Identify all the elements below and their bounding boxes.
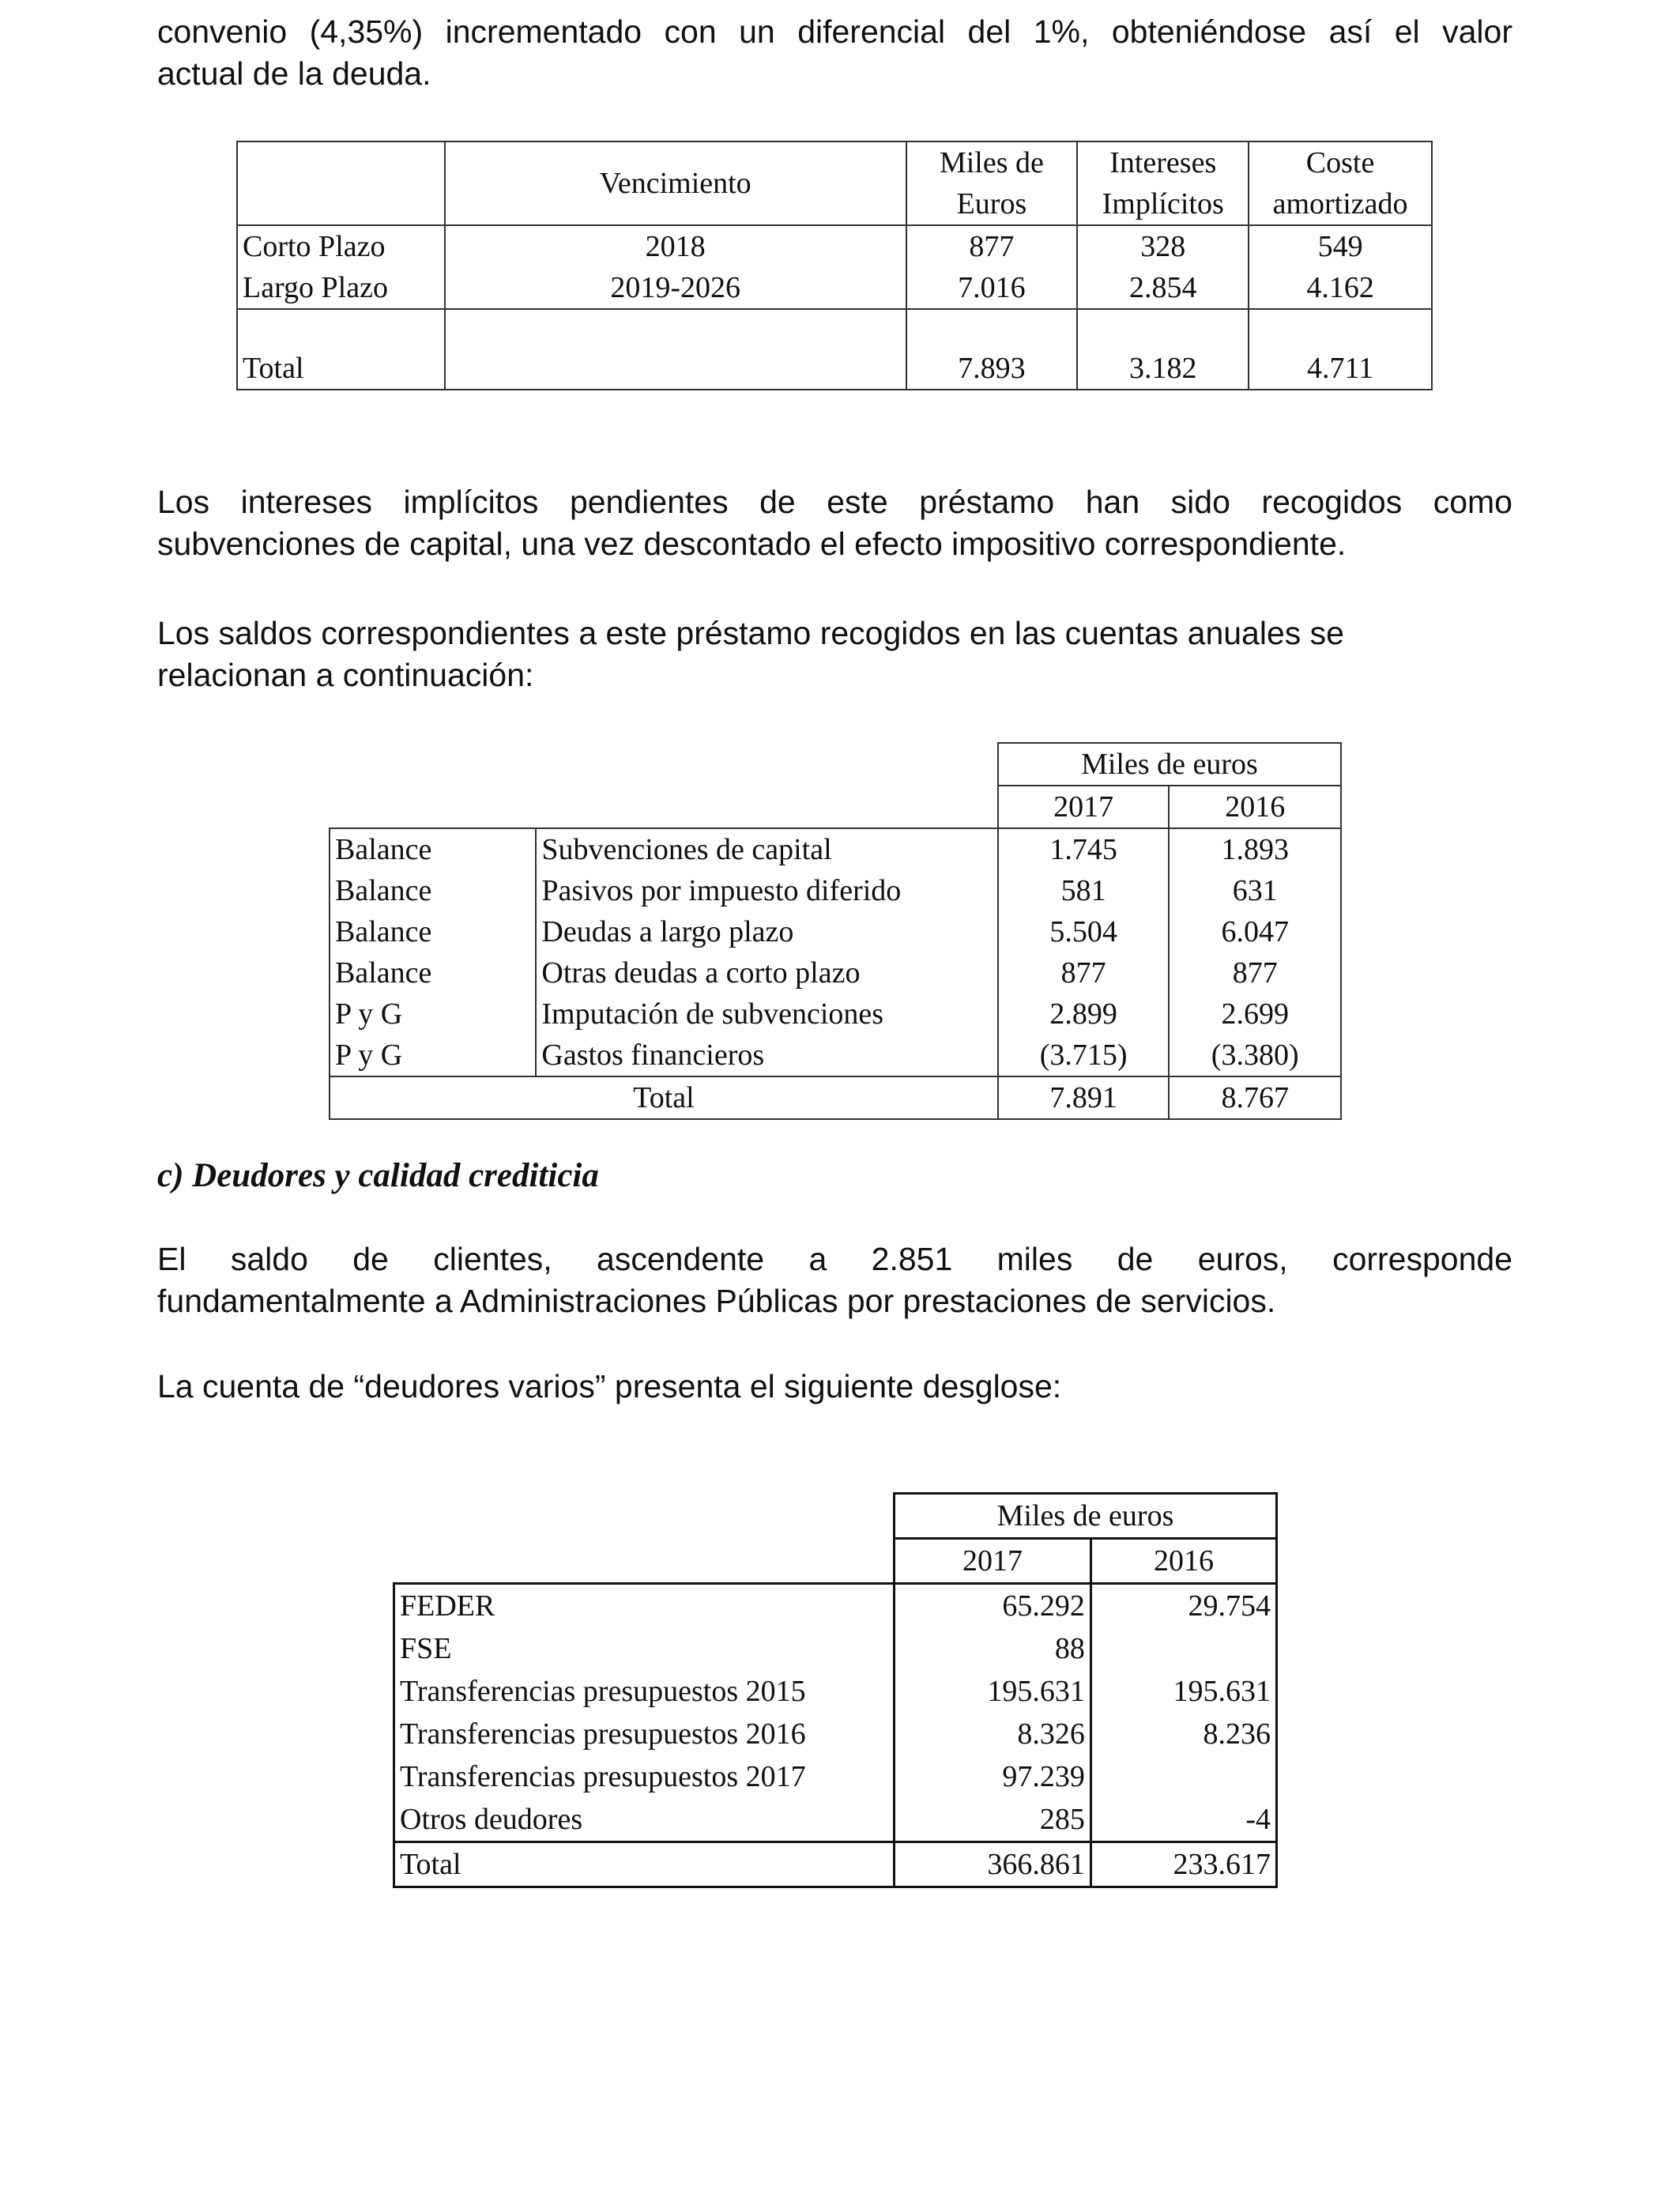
row-value-2016: 1.893	[1169, 828, 1341, 870]
intro-line-1: convenio (4,35%) incrementado con un diferencial del 1%, obteniéndose así el valor	[157, 13, 1512, 50]
header-coste: Coste amortizado	[1249, 141, 1432, 225]
table-header-row	[394, 1494, 1277, 1539]
table-total-row	[237, 309, 1432, 390]
paragraph-saldos	[157, 613, 1512, 696]
table-row	[330, 1035, 1341, 1076]
row-value-2017: 65.292	[894, 1584, 1090, 1628]
para3-line-1: Los saldos correspondientes a este préstamo recogidos en las cuentas anuales se	[157, 615, 1344, 651]
row-label: FSE	[394, 1627, 895, 1670]
empty-cell	[536, 743, 997, 786]
header-year-2017: 2017	[998, 786, 1170, 828]
row-value-2017: 877	[998, 952, 1170, 993]
row-value-2017: 5.504	[998, 911, 1170, 952]
deudores-varios-table	[393, 1492, 1278, 1888]
para2-line-1: Los intereses implícitos pendientes de este préstamo han sido recogidos como	[157, 484, 1512, 520]
header-miles: Miles de Euros	[906, 141, 1078, 225]
row-coste: 4.162	[1249, 267, 1432, 309]
total-label: Total	[330, 1076, 998, 1119]
row-miles: 877	[906, 225, 1078, 267]
table-row	[330, 911, 1341, 952]
row-label: Transferencias presupuestos 2015	[394, 1670, 895, 1713]
row-coste: 549	[1249, 225, 1432, 267]
header-miles-euros: Miles de euros	[894, 1494, 1276, 1539]
row-vencimiento: 2018	[445, 225, 906, 267]
table-row	[330, 952, 1341, 993]
table-row	[394, 1584, 1277, 1628]
table-year-row	[330, 786, 1341, 828]
total-value-2016: 233.617	[1090, 1842, 1276, 1887]
row-label: Transferencias presupuestos 2016	[394, 1713, 895, 1755]
header-vencimiento: Vencimiento	[445, 141, 906, 225]
total-intereses: 3.182	[1077, 309, 1249, 390]
total-label: Total	[394, 1842, 895, 1887]
row-intereses: 2.854	[1077, 267, 1249, 309]
table-row	[330, 828, 1341, 870]
total-label: Total	[237, 309, 445, 390]
row-value-2016	[1090, 1755, 1276, 1798]
row-value-2016: -4	[1090, 1798, 1276, 1842]
row-value-2017: 97.239	[894, 1755, 1090, 1798]
table-total-row	[394, 1842, 1277, 1887]
para5-line-1: La cuenta de “deudores varios” presenta el siguiente desglose:	[157, 1368, 1062, 1404]
table-total-row	[330, 1076, 1341, 1119]
total-empty-cell	[445, 309, 906, 390]
total-value-2016: 8.767	[1169, 1076, 1341, 1119]
row-value-2017: 1.745	[998, 828, 1170, 870]
table-header-row	[330, 743, 1341, 786]
row-value-2016: 195.631	[1090, 1670, 1276, 1713]
debt-maturity-table	[236, 141, 1433, 390]
row-value-2016: 2.699	[1169, 993, 1341, 1035]
row-label: Largo Plazo	[237, 267, 445, 309]
row-value-2016: 8.236	[1090, 1713, 1276, 1755]
row-value-2016: 877	[1169, 952, 1341, 993]
row-value-2017: 88	[894, 1627, 1090, 1670]
row-concept: Subvenciones de capital	[536, 828, 997, 870]
row-value-2016	[1090, 1627, 1276, 1670]
row-category: P y G	[330, 1035, 536, 1076]
row-value-2017: 285	[894, 1798, 1090, 1842]
row-vencimiento: 2019-2026	[445, 267, 906, 309]
row-value-2016: 29.754	[1090, 1584, 1276, 1628]
row-value-2017: 8.326	[894, 1713, 1090, 1755]
row-category: Balance	[330, 911, 536, 952]
table-row	[394, 1798, 1277, 1842]
header-year-2016: 2016	[1090, 1539, 1276, 1584]
table-row	[394, 1713, 1277, 1755]
intro-paragraph	[157, 11, 1512, 95]
section-heading-deudores: c) Deudores y calidad crediticia	[157, 1157, 599, 1194]
row-concept: Gastos financieros	[536, 1035, 997, 1076]
paragraph-deudores-varios	[157, 1366, 1512, 1408]
row-miles: 7.016	[906, 267, 1078, 309]
para3-line-2: relacionan a continuación:	[157, 657, 534, 693]
row-concept: Imputación de subvenciones	[536, 993, 997, 1035]
para2-line-2: subvenciones de capital, una vez descontado el efecto impositivo correspondiente.	[157, 526, 1347, 562]
row-value-2016: (3.380)	[1169, 1035, 1341, 1076]
row-label: Corto Plazo	[237, 225, 445, 267]
empty-cell	[330, 786, 536, 828]
empty-cell	[536, 786, 997, 828]
table-row	[394, 1755, 1277, 1798]
table-row	[237, 267, 1432, 309]
row-value-2016: 631	[1169, 870, 1341, 911]
row-label: FEDER	[394, 1584, 895, 1628]
intro-line-2: actual de la deuda.	[157, 55, 431, 92]
table-header-row	[237, 141, 1432, 225]
table-row	[237, 225, 1432, 267]
row-concept: Pasivos por impuesto diferido	[536, 870, 997, 911]
row-value-2016: 6.047	[1169, 911, 1341, 952]
header-year-2016: 2016	[1169, 786, 1341, 828]
row-concept: Otras deudas a corto plazo	[536, 952, 997, 993]
row-category: Balance	[330, 952, 536, 993]
para4-line-1: El saldo de clientes, ascendente a 2.851 miles de euros, corresponde	[157, 1241, 1512, 1277]
para4-line-2: fundamentalmente a Administraciones Públicas por prestaciones de servicios.	[157, 1283, 1276, 1319]
table-year-row	[394, 1539, 1277, 1584]
header-intereses: Intereses Implícitos	[1077, 141, 1249, 225]
row-value-2017: 2.899	[998, 993, 1170, 1035]
row-category: Balance	[330, 870, 536, 911]
total-value-2017: 7.891	[998, 1076, 1170, 1119]
total-miles: 7.893	[906, 309, 1078, 390]
empty-cell	[394, 1494, 895, 1539]
empty-cell	[394, 1539, 895, 1584]
empty-cell	[330, 743, 536, 786]
loan-balances-table	[329, 742, 1342, 1120]
row-category: P y G	[330, 993, 536, 1035]
row-intereses: 328	[1077, 225, 1249, 267]
row-concept: Deudas a largo plazo	[536, 911, 997, 952]
paragraph-intereses	[157, 481, 1512, 565]
row-label: Otros deudores	[394, 1798, 895, 1842]
total-coste: 4.711	[1249, 309, 1432, 390]
table-row	[394, 1627, 1277, 1670]
header-empty-cell	[237, 141, 445, 225]
table-row	[330, 870, 1341, 911]
row-category: Balance	[330, 828, 536, 870]
row-label: Transferencias presupuestos 2017	[394, 1755, 895, 1798]
paragraph-clientes	[157, 1238, 1512, 1322]
row-value-2017: 195.631	[894, 1670, 1090, 1713]
total-value-2017: 366.861	[894, 1842, 1090, 1887]
header-year-2017: 2017	[894, 1539, 1090, 1584]
table-row	[394, 1670, 1277, 1713]
row-value-2017: 581	[998, 870, 1170, 911]
header-miles-euros: Miles de euros	[998, 743, 1341, 786]
table-row	[330, 993, 1341, 1035]
row-value-2017: (3.715)	[998, 1035, 1170, 1076]
